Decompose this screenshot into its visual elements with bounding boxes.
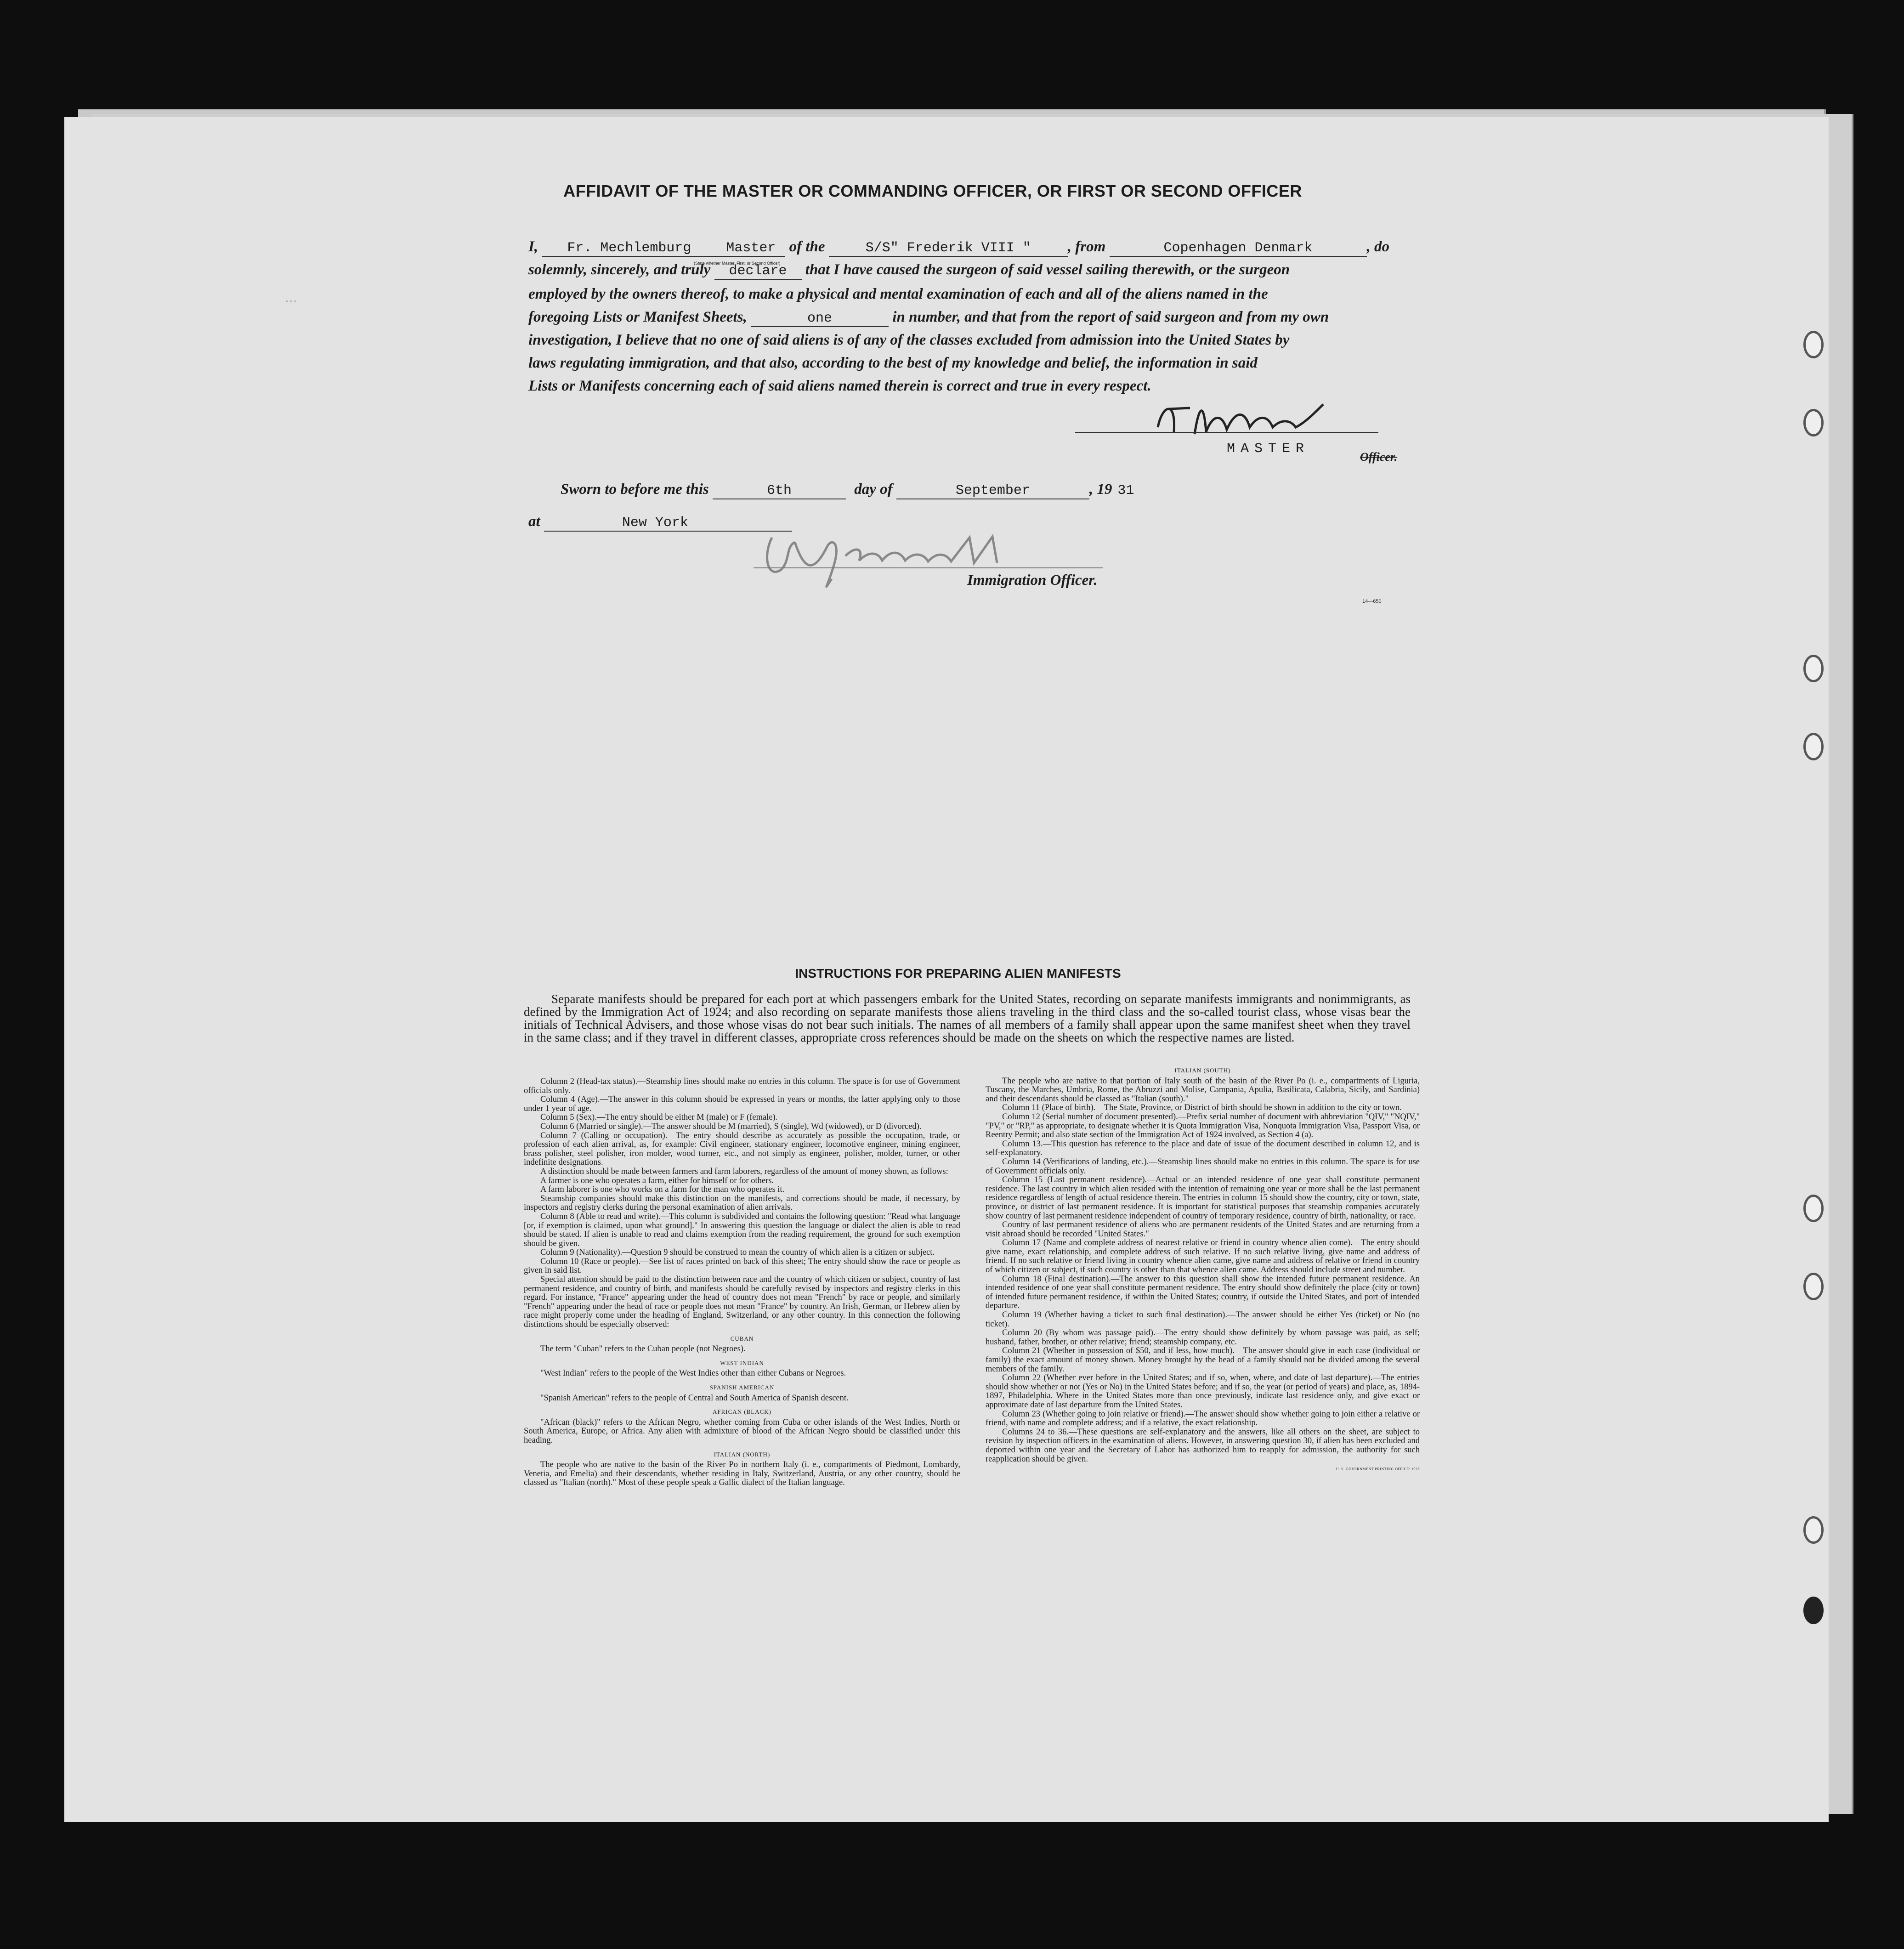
sworn-year-field: 31 (1117, 483, 1134, 499)
paragraph: Column 10 (Race or people).—See list of races printed on back of this sheet; The entry should show the race or people as given in said list. (524, 1257, 960, 1275)
paragraph: Column 23 (Whether going to join relative or friend).—The answer should show whether going to join either a relative or friend, with name and complete address; and if a relative, the exact relationship. (986, 1409, 1420, 1428)
binder-hole (1803, 1597, 1824, 1624)
text: at (528, 513, 540, 530)
paragraph: Column 22 (Whether ever before in the United States; and if so, when, where, and date of last departure).—The entries should show whether or not (Yes or No) in the United States before; and if so, the year (or period of years) and place, as, 1894-1897, Philadelphia. Where in the United States more than once previously, indicate last residence only, and give exact or approximate date of last departure from the United States. (986, 1373, 1420, 1410)
binder-hole (1803, 655, 1824, 682)
affidavit-line-2 (528, 258, 1290, 281)
section-heading: ITALIAN (NORTH) (714, 1450, 771, 1458)
sworn-place-field: New York (544, 515, 792, 532)
paragraph: Column 18 (Final destination).—The answer to this question shall show the intended future permanent residence. An intended residence of one year shall constitute permanent residence. The entry should show definitely the place (city or town) of intended future permanent residence, if within the United States; country, if outside the United States, and port of intended departure. (986, 1274, 1420, 1311)
vessel-field: S/S" Frederik VIII " (829, 240, 1068, 257)
paragraph: Column 15 (Last permanent residence).—Actual or an intended residence of one year shall constitute permanent residence. The last country in which alien resided with the intention of remaining one year or more shall be the last permanent residence regardless of length of actual residence therein. The entries in column 15 should show the country, city or town, state, province, or district of last permanent residence. It is important for statistical purposes that steamship companies accurately show country of last permanent residence independent of country of temporary residence, country of birth, nationality, or race. (986, 1175, 1420, 1221)
binder-hole (1803, 1273, 1824, 1300)
paragraph: Column 9 (Nationality).—Question 9 should be construed to mean the country of which alien is a citizen or subject. (540, 1248, 935, 1258)
form-number: 14—650 (1362, 599, 1382, 604)
paragraph: Column 4 (Age).—The answer in this column should be expressed in years or months, the latter applying only to those under 1 year of age. (524, 1095, 960, 1113)
binder-hole (1803, 733, 1824, 760)
sworn-month-field: September (896, 483, 1089, 499)
paragraph: Column 2 (Head-tax status).—Steamship lines should make no entries in this column. The space is for use of Government officials only. (524, 1077, 960, 1095)
count-field: one (751, 311, 889, 327)
affidavit-line-1 (528, 235, 1389, 258)
section-heading: ITALIAN (SOUTH) (1174, 1067, 1231, 1074)
text: day of (854, 481, 893, 498)
paragraph: The term "Cuban" refers to the Cuban people (not Negroes). (540, 1344, 746, 1354)
paragraph: The people who are native to that portion of Italy south of the basin of the River Po (i. e., compartments of Liguria, Tuscany, the Marches, Umbria, Rome, the Abruzzi and Molise, Campania, Apulia, Basilicata, Calabria, Sicily, and Sardinia) and their descendants should be classed as "Italian (south)." (986, 1076, 1420, 1104)
stray-mark: ‧‧‧ (285, 295, 297, 309)
binder-hole (1803, 331, 1824, 358)
affidavit-line-7: Lists or Manifests concerning each of said aliens named therein is correct and true in every respect. (528, 378, 1151, 394)
paragraph: A farmer is one who operates a farm, either for himself or for others. (540, 1176, 774, 1185)
rank-field: Master (716, 240, 785, 257)
paragraph: "African (black)" refers to the African Negro, whether coming from Cuba or other islands of the West Indies, North or South America, Europe, or Africa. Any alien with admixture of blood of the African Negro should be classified under this heading. (524, 1417, 960, 1445)
paragraph: Column 20 (By whom was passage paid).—The entry should show definitely by whom passage was paid, as self; husband, father, brother, or other relative; friend; steamship company, etc. (986, 1328, 1420, 1347)
paragraph: Special attention should be paid to the distinction between race and the country of which citizen or subject, country of last permanent residence, and country of birth, and manifests should be carefully revised by inspectors and registry clerks in this regard. For instance, "France" appearing under the head of country does not mean "French" by race or people, and similarly "French" appearing under the head of race or people does not mean "France" by country. An Irish, German, or Hebrew alien by race might properly come under the heading of England, Switzerland, or any other country. In this connection the following distinctions should be especially observed: (524, 1275, 960, 1330)
sworn-line (561, 478, 1139, 501)
text: , from (1067, 238, 1106, 255)
paragraph: Country of last permanent residence of aliens who are permanent residents of the United States and are returning from a visit abroad should be recorded "United States." (986, 1220, 1420, 1239)
paragraph: "West Indian" refers to the people of the West Indies other than either Cubans or Negroes. (540, 1369, 846, 1378)
sworn-place-line (528, 510, 792, 533)
instructions-right-column (986, 1066, 1420, 1474)
section-heading: WEST INDIAN (720, 1359, 764, 1366)
port-field: Copenhagen Denmark (1110, 240, 1367, 257)
affidavit-line-3: employed by the owners thereof, to make a physical and mental examination of each and all of the aliens named in the (528, 286, 1268, 302)
text: solemnly, sincerely, and truly (528, 261, 711, 278)
master-name-field: Fr. Mechlemburg (542, 240, 716, 257)
instructions-left-column (524, 1077, 960, 1488)
affidavit-line-4 (528, 306, 1329, 329)
paragraph: Column 19 (Whether having a ticket to such final destination).—The answer should be either Yes (ticket) or No (no ticket). (986, 1310, 1420, 1329)
signature-line (1075, 432, 1378, 433)
paragraph: Steamship companies should make this distinction on the manifests, and corrections should be made, if necessary, by inspectors and registry clerks during the personal examination of alien arrivals. (524, 1194, 960, 1212)
paragraph: Column 13.—This question has reference to the place and date of issue of the document described in column 12, and is self-explanatory. (986, 1139, 1420, 1158)
rank-note: (State whether Master, First, or Second Officer) (694, 261, 781, 266)
paragraph: Column 17 (Name and complete address of nearest relative or friend in country whence alien come).—The entry should give name, exact relationship, and complete address of such relative. If no such relative living, give name and address of friend. If no such relative or friend living in country whence alien came, give name and address of relative or friend in country of which citizen or subject, if such country is other than that whence alien came. Address should include street and number. (986, 1238, 1420, 1275)
master-label: MASTER (1227, 441, 1310, 457)
paragraph: Column 14 (Verifications of landing, etc.).—Steamship lines should make no entries in this column. The space is for use of Government officials only. (986, 1157, 1420, 1176)
paragraph: A farm laborer is one who works on a farm for the man who operates it. (540, 1185, 785, 1195)
paragraph: Column 8 (Able to read and write).—This column is subdivided and contains the following question: "Read what language [or, if exemption is claimed, upon what ground]." In answering this question the language or dialect the alien is able to read should be stated. If alien is unable to read and claims exemption from the reading requirement, the ground for such exemption should be given. (524, 1212, 960, 1248)
text: Sworn to before me this (561, 481, 709, 498)
immigration-officer-label: Immigration Officer. (967, 572, 1098, 589)
paragraph: Column 11 (Place of birth).—The State, Province, or District of birth should be shown in addition to the city or town. (1002, 1103, 1402, 1113)
paragraph: A distinction should be made between farmers and farm laborers, regardless of the amount of money shown, as follows: (540, 1167, 948, 1176)
section-heading: SPANISH AMERICAN (709, 1384, 775, 1391)
officer-signature-line (754, 567, 1103, 568)
affidavit-line-6: laws regulating immigration, and that also, according to the best of my knowledge and belief, the information in said (528, 355, 1258, 371)
binder-hole (1803, 1195, 1824, 1222)
affidavit-title: AFFIDAVIT OF THE MASTER OR COMMANDING OFFICER, OR FIRST OR SECOND OFFICER (563, 181, 1302, 200)
paragraph: Column 21 (Whether in possession of $50, and if less, how much).—The answer should give in each case (individual or family) the exact amount of money shown. Money brought by the head of a family should not be divided among the several members of the family. (986, 1346, 1420, 1374)
text: , 19 (1089, 481, 1112, 498)
paragraph: "Spanish American" refers to the people of Central and South America of Spanish descent. (540, 1393, 849, 1403)
text: , do (1366, 238, 1390, 255)
paragraph: Column 5 (Sex).—The entry should be either M (male) or F (female). (540, 1113, 778, 1122)
paragraph: Column 12 (Serial number of document presented).—Prefix serial number of document with abbreviation "QIV," "NQIV," "PV," or "RP," as appropriate, to designate whether it is Quota Immigration Visa, Nonquota Immigration Visa, Passport Visa, or Reentry Permit; and also state section of the Immigration Act of 1924 involved, as Section 4 (a). (986, 1112, 1420, 1140)
officer-struck: Officer. (1360, 450, 1398, 464)
paragraph: The people who are native to the basin of the River Po in northern Italy (i. e., compartments of Piedmont, Lombardy, Venetia, and Emelia) and their descendants, whether residing in Italy, Switzerland, Austria, or any other country, should be classed as "Italian (north)." Most of these people speak a Gallic dialect of the Italian language. (524, 1460, 960, 1488)
section-heading: AFRICAN (BLACK) (712, 1408, 772, 1416)
binder-hole (1803, 1516, 1824, 1544)
sworn-day-field: 6th (713, 483, 846, 499)
text: I, (528, 238, 538, 255)
text: foregoing Lists or Manifest Sheets, (528, 309, 747, 325)
text: in number, and that from the report of said surgeon and from my own (892, 309, 1329, 325)
paragraph: Column 7 (Calling or occupation).—The entry should describe as accurately as possible the occupation, trade, or profession of each alien arrival, as, for example: Civil engineer, stationary engineer, locomotive engineer, mining engineer, brass polisher, steel polisher, iron molder, wood turner, etc., and not simply as engineer, polisher, molder, turner, or other indefinite designations. (524, 1131, 960, 1167)
paragraph: Column 6 (Married or single).—The answer should be M (married), S (single), Wd (widowed), or D (divorced). (540, 1122, 922, 1131)
binder-hole (1803, 409, 1824, 436)
affidavit-line-5: investigation, I believe that no one of said aliens is of any of the classes excluded from admission into the United States by (528, 332, 1290, 348)
binder-holes (1803, 0, 1831, 1949)
declare-field: declare (714, 263, 802, 280)
text: that I have caused the surgeon of said vessel sailing therewith, or the surgeon (805, 261, 1290, 278)
master-signature (1149, 395, 1342, 446)
instructions-intro: Separate manifests should be prepared for each port at which passengers embark for the United States, recording on separate manifests immigrants and nonimmigrants, as defined by the Immigration Act of 1924; and also recording on separate manifests those aliens traveling in the third class and the so-called tourist class, whose visas bear the initials of Technical Advisers, and those whose visas do not bear such initials. The names of all members of a family shall appear upon the same manifest sheet when they travel in the same class; and if they travel in different classes, appropriate cross references should be made on the sheets on which the respective names are listed. (524, 992, 1411, 1044)
paragraph: Columns 24 to 36.—These questions are self-explanatory and the answers, like all others on the sheet, are subject to revision by inspection officers in the examination of aliens. However, in answering question 30, if alien has been excluded and deported within one year and the Secretary of Labor has authorized him to reapply for admission, the authority for such reapplication should be given. (986, 1427, 1420, 1464)
instructions-title: INSTRUCTIONS FOR PREPARING ALIEN MANIFESTS (795, 966, 1121, 980)
section-heading: CUBAN (730, 1335, 754, 1342)
printer-imprint: U. S. GOVERNMENT PRINTING OFFICE: 1928 (1336, 1467, 1420, 1472)
text: of the (789, 238, 825, 255)
